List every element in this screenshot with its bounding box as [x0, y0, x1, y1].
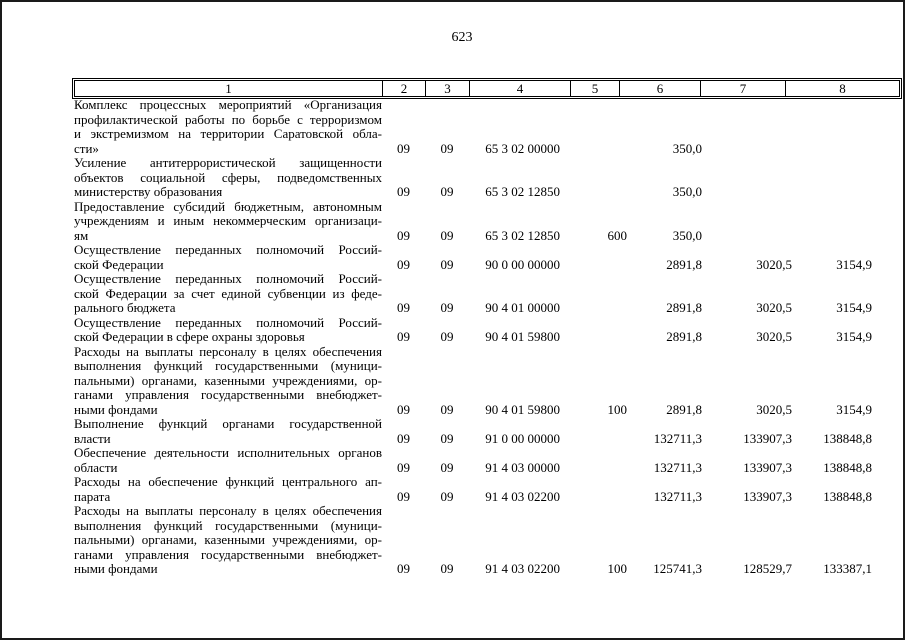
row-description: [74, 156, 382, 200]
table-row: [74, 243, 899, 272]
cell-c7: 3020,5: [756, 256, 792, 272]
cell-c6: 350,0: [672, 184, 702, 199]
cell-c2: 09: [397, 140, 410, 156]
row-description: [74, 345, 382, 418]
header-col-7: 7: [701, 81, 786, 97]
cell-c6: 125741,3: [653, 561, 702, 576]
header-col-4: 4: [470, 81, 571, 97]
cell-c2: 09: [397, 300, 410, 315]
cell-c6: 350,0: [672, 227, 702, 243]
cell-c5: 600: [607, 227, 627, 243]
cell-c4: 65 3 02 12850: [485, 227, 560, 243]
description-line: Усиление антитеррористической защищенности: [74, 156, 382, 170]
row-description: [74, 243, 382, 272]
row-description: [74, 504, 382, 577]
cell-c6: 2891,8: [666, 256, 702, 272]
budget-table: [74, 98, 899, 577]
description-line: выполнения функций государственными (муници-: [74, 358, 382, 373]
page-number: 623: [451, 30, 473, 45]
cell-c5: [570, 446, 627, 475]
description-line: Обеспечение деятельности исполнительных органов: [74, 446, 382, 460]
table-row: [74, 200, 899, 244]
description-line: пальными) органами, казенными учреждениями, ор-: [74, 372, 382, 388]
cell-c4: 90 0 00 00000: [485, 256, 560, 272]
cell-c3: 09: [440, 561, 454, 576]
cell-c3: 09: [440, 459, 454, 475]
table-header-row: [75, 81, 900, 97]
cell-c8: 138848,8: [823, 488, 872, 504]
cell-c8: 3154,9: [836, 401, 872, 417]
cell-c5: [570, 475, 627, 504]
cell-c6: 132711,3: [653, 488, 702, 504]
cell-c2: 09: [397, 329, 410, 344]
description-line: парата: [74, 488, 111, 504]
description-line: ской Федерации в сфере охраны здоровья: [74, 329, 305, 344]
cell-c3: 09: [440, 430, 454, 446]
cell-c3: 09: [440, 300, 454, 315]
cell-c4: 91 4 03 02200: [485, 488, 560, 504]
description-line: Расходы на выплаты персоналу в целях обеспечения: [74, 344, 382, 359]
table-row: [74, 156, 899, 200]
cell-c5: 100: [607, 561, 627, 576]
cell-c4: 65 3 02 12850: [485, 184, 560, 199]
description-line: сти»: [74, 140, 99, 156]
cell-c6: 2891,8: [666, 401, 702, 417]
description-line: Расходы на обеспечение функций центрального ап-: [74, 475, 382, 489]
table-row: [74, 504, 899, 577]
cell-c5: [570, 156, 627, 200]
description-line: ской Федерации: [74, 256, 164, 272]
description-line: власти: [74, 430, 111, 446]
cell-c2: 09: [397, 401, 410, 417]
cell-c3: 09: [440, 227, 454, 243]
cell-c7: 3020,5: [756, 329, 792, 344]
cell-c4: 91 4 03 02200: [485, 561, 560, 576]
table-row: [74, 446, 899, 475]
table-row: [74, 417, 899, 446]
description-line: выполнения функций государственными (муници-: [74, 517, 382, 533]
cell-c7: 133907,3: [743, 430, 792, 446]
row-description: [74, 200, 382, 244]
cell-c5: [570, 316, 627, 345]
description-line: Выполнение функций органами государственной: [74, 417, 382, 431]
description-line: области: [74, 459, 118, 475]
table-row: [74, 98, 899, 156]
description-line: Расходы на выплаты персоналу в целях обеспечения: [74, 504, 382, 518]
description-line: ными фондами: [74, 561, 158, 576]
cell-c7: 3020,5: [756, 300, 792, 315]
cell-c6: 132711,3: [653, 430, 702, 446]
cell-c8: [792, 156, 899, 200]
row-description: [74, 475, 382, 504]
cell-c4: 65 3 02 00000: [485, 140, 560, 156]
description-line: ными фондами: [74, 401, 158, 417]
cell-c2: 09: [397, 227, 410, 243]
cell-c4: 90 4 01 00000: [485, 300, 560, 315]
cell-c8: [792, 98, 899, 156]
cell-c8: 3154,9: [836, 329, 872, 344]
cell-c8: 3154,9: [836, 256, 872, 272]
cell-c5: [570, 272, 627, 316]
cell-c7: [702, 200, 792, 244]
row-description: [74, 98, 382, 156]
row-description: [74, 417, 382, 446]
table-row: [74, 475, 899, 504]
cell-c3: 09: [440, 329, 454, 344]
table-row: [74, 316, 899, 345]
cell-c6: 2891,8: [666, 329, 702, 344]
cell-c8: 3154,9: [836, 300, 872, 315]
cell-c4: 91 0 00 00000: [485, 430, 560, 446]
row-description: [74, 316, 382, 345]
cell-c8: 138848,8: [823, 430, 872, 446]
cell-c2: 09: [397, 561, 410, 576]
cell-c2: 09: [397, 184, 410, 199]
cell-c4: 91 4 03 00000: [485, 459, 560, 475]
header-col-8: 8: [786, 81, 900, 97]
header-col-2: 2: [383, 81, 426, 97]
cell-c7: 133907,3: [743, 488, 792, 504]
header-col-1: 1: [75, 81, 383, 97]
cell-c3: 09: [440, 401, 454, 417]
header-col-5: 5: [571, 81, 620, 97]
cell-c7: 128529,7: [743, 561, 792, 576]
description-line: Предоставление субсидий бюджетным, автономным: [74, 199, 382, 214]
table-header: [72, 78, 902, 99]
description-line: Осуществление переданных полномочий Россий-: [74, 272, 382, 286]
cell-c2: 09: [397, 488, 410, 504]
cell-c6: 132711,3: [653, 459, 702, 475]
description-line: ганами управления государственными внебюджет-: [74, 387, 382, 402]
description-line: Осуществление переданных полномочий Россий-: [74, 315, 382, 330]
table-row: [74, 272, 899, 316]
row-description: [74, 272, 382, 316]
cell-c2: 09: [397, 430, 410, 446]
header-col-6: 6: [620, 81, 701, 97]
description-line: ям: [74, 227, 89, 243]
table-row: [74, 345, 899, 418]
cell-c4: 90 4 01 59800: [485, 329, 560, 344]
cell-c5: [570, 417, 627, 446]
cell-c2: 09: [397, 459, 410, 475]
description-line: ганами управления государственными внебюджет-: [74, 546, 382, 562]
cell-c6: 2891,8: [666, 300, 702, 315]
cell-c4: 90 4 01 59800: [485, 401, 560, 417]
description-line: пальными) органами, казенными учреждениями, ор-: [74, 532, 382, 547]
description-line: учреждениям и иным некоммерческим организаци-: [74, 213, 382, 228]
cell-c7: [702, 98, 792, 156]
cell-c8: 138848,8: [823, 459, 872, 475]
cell-c3: 09: [440, 256, 454, 272]
row-description: [74, 446, 382, 475]
cell-c2: 09: [397, 256, 410, 272]
cell-c7: 133907,3: [743, 459, 792, 475]
description-line: министерству образования: [74, 184, 223, 199]
cell-c5: 100: [607, 401, 627, 417]
cell-c7: 3020,5: [756, 401, 792, 417]
description-line: Комплекс процессных мероприятий «Организация: [74, 98, 382, 112]
cell-c6: 350,0: [672, 140, 702, 156]
description-line: и экстремизмом на территории Саратовской обла-: [74, 126, 382, 141]
cell-c3: 09: [440, 488, 454, 504]
description-line: объектов социальной сферы, подведомственных: [74, 169, 382, 185]
description-line: Осуществление переданных полномочий Россий-: [74, 243, 382, 257]
cell-c8: [792, 200, 899, 244]
header-col-3: 3: [426, 81, 470, 97]
description-line: ской Федерации за счет единой субвенции из феде-: [74, 285, 382, 301]
cell-c3: 09: [440, 184, 454, 199]
description-line: рального бюджета: [74, 300, 176, 315]
cell-c7: [702, 156, 792, 200]
cell-c5: [570, 243, 627, 272]
description-line: профилактической работы по борьбе с терроризмом: [74, 111, 382, 127]
cell-c3: 09: [440, 140, 454, 156]
cell-c8: 133387,1: [823, 561, 872, 576]
cell-c5: [570, 98, 627, 156]
